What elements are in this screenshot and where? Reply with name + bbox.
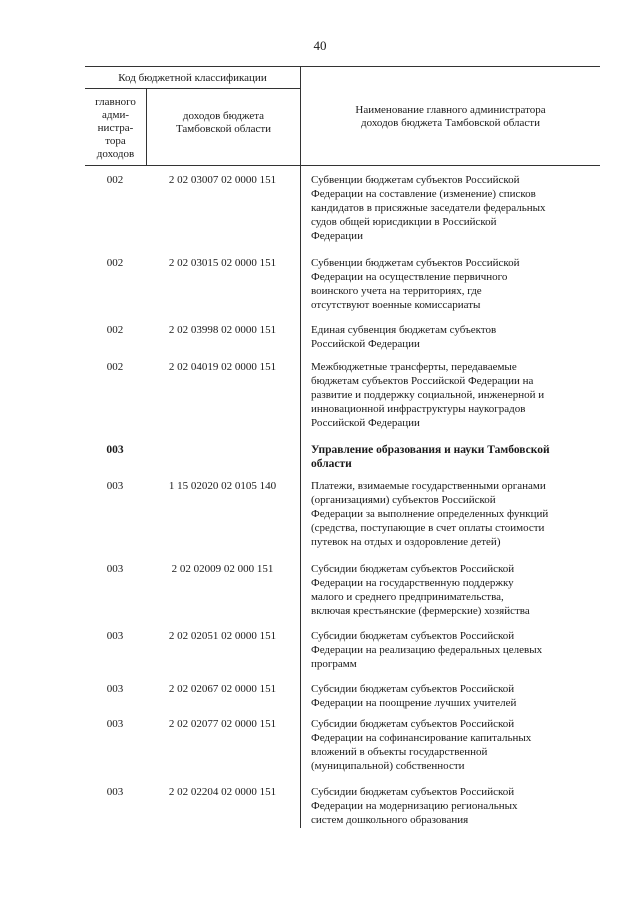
administrator-name: Субвенции бюджетам субъектов Российской Федерации на осуществление первичного воинского учета на территориях, где отсутствуют военные комиссариаты	[311, 257, 520, 311]
admin-code: 003	[106, 683, 124, 695]
header-code-column: доходов бюджета Тамбовской области	[175, 110, 272, 135]
admin-code: 003	[106, 786, 124, 798]
administrator-name: Субсидии бюджетам субъектов Российской Федерации на реализацию федеральных целевых программ	[311, 630, 543, 670]
administrator-name: Платежи, взимаемые государственными органами (организациями) субъектов Российской Федерации за выполнение определенных функций (средства, поступающие в счет оплаты стоимости путевок на отдых и оздоровление детей)	[311, 480, 549, 548]
administrator-name: Субсидии бюджетам субъектов Российской Федерации на поощрение лучших учителей	[311, 683, 517, 709]
budget-code: 2 02 03998 02 0000 151	[168, 324, 277, 336]
administrator-name: Субсидии бюджетам субъектов Российской Федерации на софинансирование капитальных вложений в объекты государственной (муниципальной) собственности	[311, 718, 532, 772]
page-number: 40	[313, 38, 327, 53]
admin-code: 002	[106, 361, 124, 373]
administrator-name: Управление образования и науки Тамбовской области	[311, 444, 550, 470]
header-group-title: Код бюджетной классификации	[118, 72, 267, 84]
table-top-border	[85, 66, 600, 67]
admin-code: 003	[106, 630, 124, 642]
admin-code: 003	[106, 563, 124, 575]
administrator-name: Единая субвенция бюджетам субъектов Российской Федерации	[311, 324, 497, 350]
column-divider-2	[300, 66, 301, 828]
admin-code: 002	[106, 324, 124, 336]
header-name-column: Наименование главного администратора доходов бюджета Тамбовской области	[355, 104, 546, 129]
admin-code: 002	[106, 257, 124, 269]
budget-code: 2 02 03015 02 0000 151	[168, 257, 277, 269]
administrator-name: Субсидии бюджетам субъектов Российской Федерации на государственную поддержку малого и среднего предпринимательства, включая крестьянские (фермерские) хозяйства	[311, 563, 530, 617]
administrator-name: Субсидии бюджетам субъектов Российской Федерации на модернизацию региональных систем дошкольного образования	[311, 786, 518, 826]
administrator-name: Субвенции бюджетам субъектов Российской Федерации на составление (изменение) списков кандидатов в присяжные заседатели федеральных судов общей юрисдикции в Российской Федерации	[311, 174, 546, 242]
budget-code: 2 02 02077 02 0000 151	[168, 718, 277, 730]
admin-code: 002	[106, 174, 124, 186]
header-admin-column: главного адми- нистра- тора доходов	[95, 96, 136, 160]
budget-code: 2 02 03007 02 0000 151	[168, 174, 277, 186]
admin-code: 003	[106, 718, 124, 730]
budget-code: 2 02 02009 02 000 151	[171, 563, 274, 575]
administrator-name: Межбюджетные трансферты, передаваемые бюджетам субъектов Российской Федерации на развитие и поддержку социальной, инженерной и инновационной инфраструктуры наукоградов Российской Федерации	[311, 361, 545, 429]
budget-code: 2 02 02204 02 0000 151	[168, 786, 277, 798]
admin-code: 003	[106, 480, 124, 492]
budget-code: 2 02 02051 02 0000 151	[168, 630, 277, 642]
budget-code: 2 02 04019 02 0000 151	[168, 361, 277, 373]
budget-code: 2 02 02067 02 0000 151	[168, 683, 277, 695]
header-bottom-border	[85, 165, 600, 166]
budget-code: 1 15 02020 02 0105 140	[168, 480, 277, 492]
admin-code: 003	[106, 444, 124, 456]
group-title-underline	[85, 88, 300, 89]
